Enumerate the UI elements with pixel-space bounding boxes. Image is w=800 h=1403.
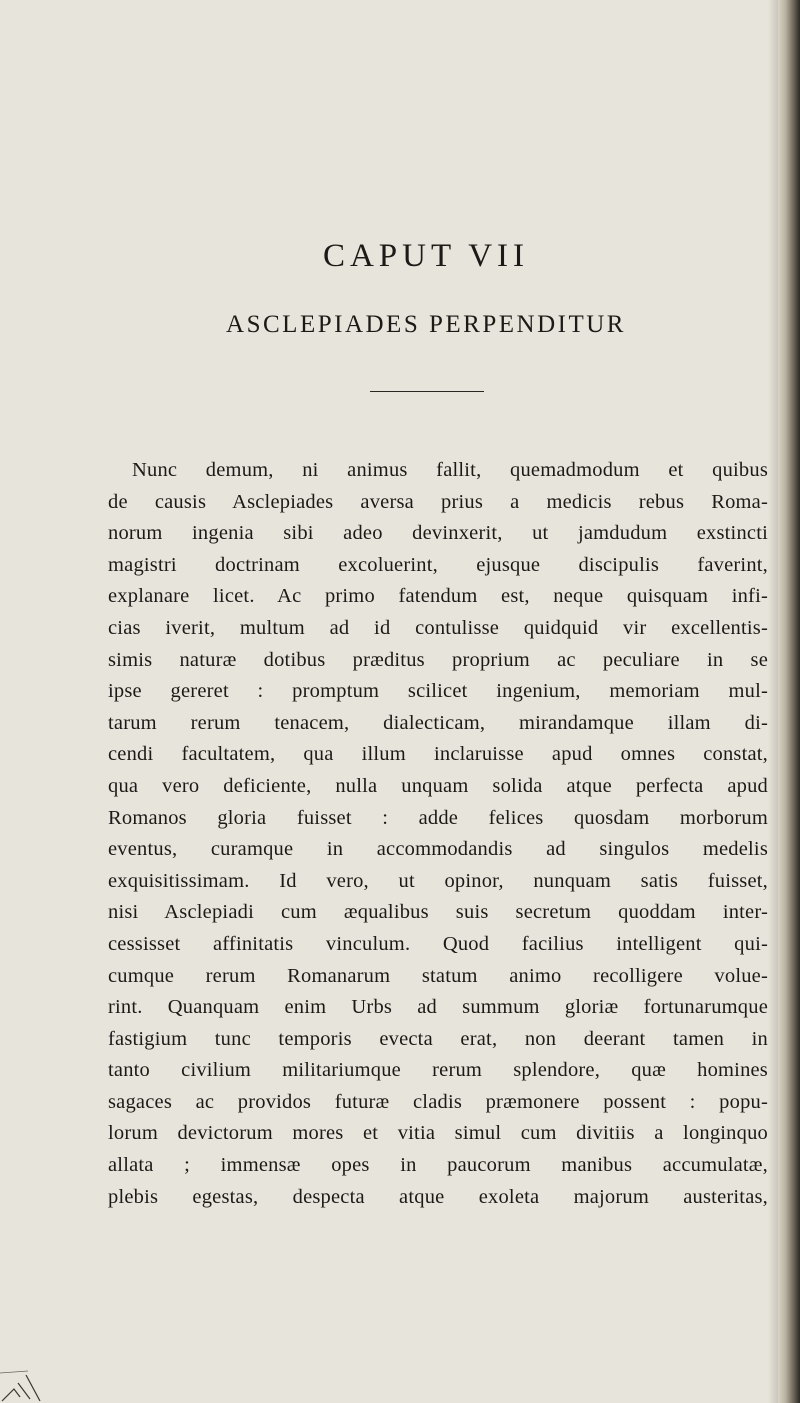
paragraph-line: Romanos gloria fuisset : adde felices quosdam morborum (108, 806, 768, 829)
paragraph-line: tanto civilium militariumque rerum splendore, quæ homines (108, 1059, 768, 1082)
chapter-title: ASCLEPIADES PERPENDITUR (226, 311, 626, 338)
paragraph-line: cumque rerum Romanarum statum animo recolligere volue- (108, 964, 768, 987)
paragraph-line: plebis egestas, despecta atque exoleta majorum austeritas, (108, 1185, 768, 1208)
paragraph-line: explanare licet. Ac primo fatendum est, neque quisquam infi- (108, 585, 768, 608)
paragraph-line: qua vero deficiente, nulla unquam solida atque perfecta apud (108, 774, 768, 797)
paragraph-line: exquisitissimam. Id vero, ut opinor, nunquam satis fuisset, (108, 869, 768, 892)
paragraph-line: cessisset affinitatis vinculum. Quod facilius intelligent qui- (108, 932, 768, 955)
paragraph-line: fastigium tunc temporis evecta erat, non deerant tamen in (108, 1027, 768, 1050)
paragraph-line: lorum devictorum mores et vitia simul cum divitiis a longinquo (108, 1122, 768, 1145)
paragraph-line: simis naturæ dotibus præditus proprium ac peculiare in se (108, 648, 768, 671)
page-binding-edge (778, 0, 800, 1403)
paragraph-line: magistri doctrinam excoluerint, ejusque discipulis faverint, (108, 553, 768, 576)
paragraph-line: cendi facultatem, qua illum inclaruisse apud omnes constat, (108, 743, 768, 766)
binding-shadow (768, 0, 778, 1403)
paragraph-line: rint. Quanquam enim Urbs ad summum gloriæ fortunarumque (108, 996, 768, 1019)
paragraph-line: allata ; immensæ opes in paucorum manibus accumulatæ, (108, 1154, 768, 1177)
title-divider (370, 391, 484, 392)
paragraph-line: ipse gereret : promptum scilicet ingenium, memoriam mul- (108, 680, 768, 703)
paragraph-line: de causis Asclepiades aversa prius a medicis rebus Roma- (108, 490, 768, 513)
paragraph-line: norum ingenia sibi adeo devinxerit, ut jamdudum exstincti (108, 522, 768, 545)
paragraph-line: cias iverit, multum ad id contulisse quidquid vir excellentis- (108, 616, 768, 639)
paragraph-line: eventus, curamque in accommodandis ad singulos medelis (108, 838, 768, 861)
paragraph-line: Nunc demum, ni animus fallit, quemadmodum et quibus (132, 459, 768, 481)
corner-scratch-mark (0, 1353, 70, 1403)
paragraph-line: sagaces ac providos futuræ cladis præmonere possent : popu- (108, 1090, 768, 1113)
paragraph-line: nisi Asclepiadi cum æqualibus suis secretum quoddam inter- (108, 901, 768, 924)
paragraph (108, 455, 768, 1213)
chapter-number: CAPUT VII (322, 238, 530, 274)
paragraph-line: tarum rerum tenacem, dialecticam, mirandamque illam di- (108, 711, 768, 734)
